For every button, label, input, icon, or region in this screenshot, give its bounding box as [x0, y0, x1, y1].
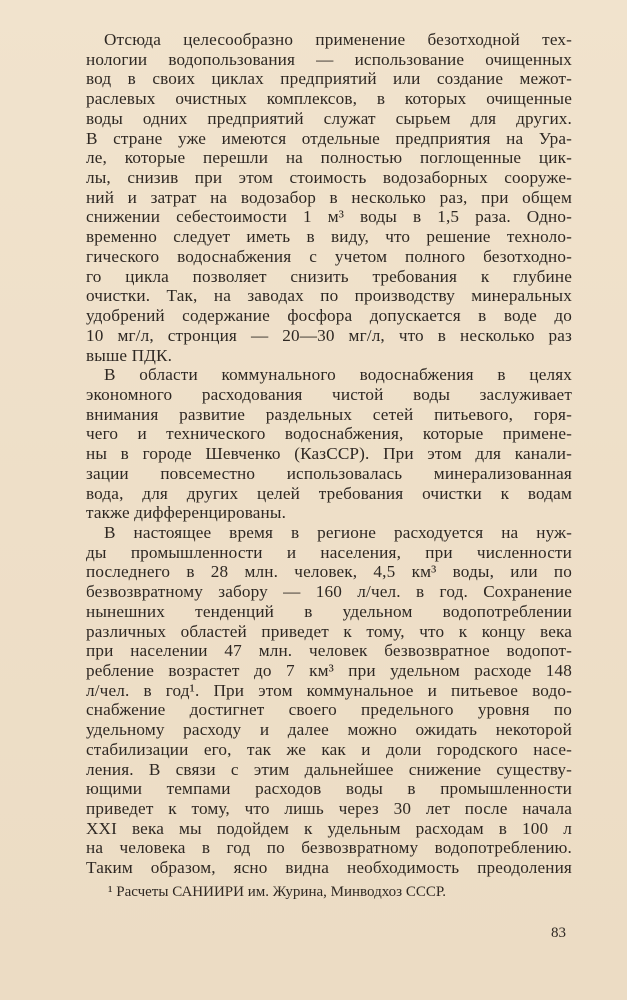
- text-line: удельному расходу и далее можно ожидать некоторой: [86, 720, 572, 740]
- paragraph: [86, 365, 572, 523]
- text-line: экономного расходования чистой воды заслуживает: [86, 384, 572, 404]
- text-line: л/чел. в год¹. При этом коммунальное и питьевое водо-: [86, 680, 572, 700]
- text-line: В настоящее время в регионе расходуется на нуж-: [104, 522, 572, 542]
- text-line: выше ПДК.: [86, 345, 173, 365]
- text-line: раслевых очистных комплексов, в которых очищенные: [86, 89, 572, 109]
- text-line: на человека в год по безвозвратному водопотреблению.: [86, 838, 572, 858]
- footnote: ¹ Расчеты САНИИРИ им. Журина, Минводхоз СССР.: [108, 884, 447, 900]
- text-line: ны в городе Шевченко (КазССР). При этом для канали-: [86, 444, 572, 464]
- text-line: стабилизации его, так же как и доли городского насе-: [86, 739, 572, 759]
- text-line: го цикла позволяет снизить требования к глубине: [86, 266, 572, 286]
- text-line: вода, для других целей требования очистки к водам: [86, 483, 572, 503]
- text-line: воды одних предприятий служат сырьем для других.: [86, 108, 572, 128]
- text-line: безвозвратному забору — 160 л/чел. в год. Сохранение: [86, 582, 572, 602]
- text-line: В области коммунального водоснабжения в целях: [104, 365, 572, 385]
- text-line: последнего в 28 млн. человек, 4,5 км³ воды, или по: [86, 562, 572, 582]
- text-line: ющими темпами расходов воды в промышленности: [86, 779, 572, 799]
- text-line: внимания развитие раздельных сетей питьевого, горя-: [86, 404, 572, 424]
- text-line: В стране уже имеются отдельные предприятия на Ура-: [86, 128, 572, 148]
- text-line: нынешних тенденций в удельном водопотреблении: [86, 601, 572, 621]
- text-line: снабжение достигнет своего предельного уровня по: [86, 700, 572, 720]
- text-line: ления. В связи с этим дальнейшее снижение существу-: [86, 759, 572, 779]
- text-line: 10 мг/л, стронция — 20—30 мг/л, что в несколько раз: [86, 325, 572, 345]
- text-line: снижении себестоимости 1 м³ воды в 1,5 раза. Одно-: [86, 207, 572, 227]
- text-line: гического водоснабжения с учетом полного безотходно-: [86, 246, 572, 266]
- text-line: удобрений содержание фосфора допускается в воде до: [86, 306, 572, 326]
- text-line: нологии водопользования — использование очищенных: [86, 49, 572, 69]
- text-line: очистки. Так, на заводах по производству минеральных: [86, 286, 572, 306]
- text-line: ний и затрат на водозабор в несколько раз, при общем: [86, 187, 572, 207]
- text-line: приведет к тому, что лишь через 30 лет после начала: [86, 799, 572, 819]
- text-line: Таким образом, ясно видна необходимость преодоления: [86, 858, 572, 878]
- text-line: лы, снизив при этом стоимость водозаборных сооруже-: [86, 168, 572, 188]
- text-line: также дифференцированы.: [86, 503, 287, 523]
- text-line: временно следует иметь в виду, что решение техноло-: [86, 227, 572, 247]
- text-line: вод в своих циклах предприятий или создание межот-: [86, 69, 572, 89]
- paragraph: [86, 523, 572, 878]
- text-line: зации повсеместно использовалась минерализованная: [86, 463, 572, 483]
- text-line: XXI века мы подойдем к удельным расходам в 100 л: [86, 818, 572, 838]
- text-line: различных областей приведет к тому, что к концу века: [86, 621, 572, 641]
- text-line: чего и технического водоснабжения, которые примене-: [86, 424, 572, 444]
- text-line: ле, которые перешли на полностью поглощенные цик-: [86, 148, 572, 168]
- text-line: ды промышленности и населения, при численности: [86, 542, 572, 562]
- text-line: Отсюда целесообразно применение безотходной тех-: [104, 30, 572, 49]
- body-text: [86, 30, 572, 878]
- page-number: 83: [551, 925, 566, 941]
- paragraph: [86, 30, 572, 365]
- text-line: ребление возрастет до 7 км³ при удельном расходе 148: [86, 661, 572, 680]
- text-line: при населении 47 млн. человек безвозвратное водопот-: [86, 641, 572, 661]
